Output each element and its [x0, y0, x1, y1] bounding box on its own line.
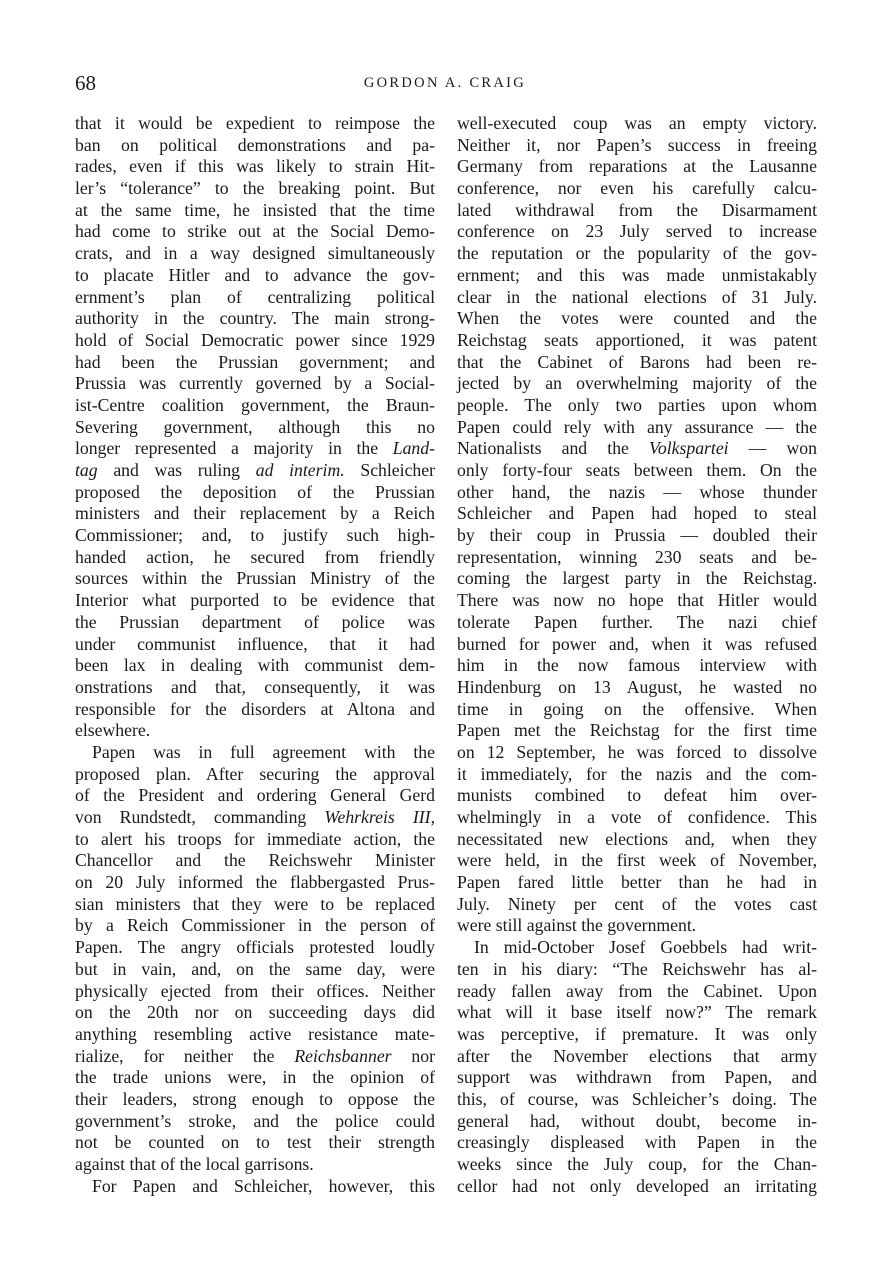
text-line: [457, 287, 817, 309]
text-segment: There was now no hope that Hitler would: [457, 590, 817, 611]
text-segment: weeks since the July coup, for the Chan-: [457, 1154, 817, 1174]
text-line: [75, 1176, 435, 1198]
text-segment: Commissioner; and, to justify such high-: [75, 525, 435, 546]
text-line: [75, 959, 435, 981]
text-segment: Neither it, nor Papen’s success in freeing: [457, 134, 817, 155]
text-line: [457, 438, 817, 460]
text-segment: well-executed coup was an empty victory.: [457, 113, 817, 133]
text-line: [457, 742, 817, 764]
text-segment: not be counted on to test their strength: [75, 1132, 435, 1153]
text-segment: jected by an overwhelming majority of the: [457, 373, 817, 394]
text-line: [75, 221, 435, 243]
text-line: [457, 503, 817, 525]
text-line: [75, 460, 435, 482]
text-line: [457, 1046, 817, 1068]
text-line: [75, 113, 435, 135]
text-line: [457, 720, 817, 742]
text-line: [75, 872, 435, 894]
text-line: [457, 178, 817, 200]
text-segment: had come to strike out at the Social Demo-: [75, 221, 435, 242]
text-segment: Severing government, although this no: [75, 416, 435, 437]
text-segment: and was ruling: [97, 460, 256, 480]
text-segment: on 20 July informed the flabbergasted Prus-: [75, 872, 435, 893]
text-line: [457, 1154, 817, 1176]
text-segment: people. The only two parties upon whom: [457, 394, 817, 415]
text-line: [457, 677, 817, 699]
text-segment: ernment’s plan of centralizing political: [75, 286, 435, 307]
text-segment: at the same time, he insisted that the time: [75, 199, 435, 220]
text-line: [457, 764, 817, 786]
text-segment: munists combined to defeat him over-: [457, 785, 817, 806]
text-segment: only forty-four seats between them. On the: [457, 460, 817, 480]
text-line: [457, 829, 817, 851]
text-line: [75, 373, 435, 395]
text-segment: Interior what purported to be evidence that: [75, 590, 435, 611]
text-line: [457, 482, 817, 504]
text-segment: time in going on the offensive. When: [457, 698, 817, 719]
text-segment: support was withdrawn from Papen, and: [457, 1067, 817, 1088]
text-line: [457, 1111, 817, 1133]
text-line: [75, 482, 435, 504]
text-segment: crats, and in a way designed simultaneously: [75, 243, 435, 264]
text-segment: Papen fared little better than he had in: [457, 872, 817, 893]
text-segment: tolerate Papen further. The nazi chief: [457, 611, 817, 632]
text-segment: Prussia was currently governed by a Social-: [75, 373, 435, 394]
text-segment: proposed plan. After securing the approval: [75, 763, 435, 784]
text-segment: conference, nor even his carefully calcu-: [457, 178, 817, 199]
text-line: [75, 655, 435, 677]
text-segment: ban on political demonstrations and pa-: [75, 134, 435, 155]
text-segment: Papen was in full agreement with the: [92, 741, 435, 762]
text-line: [75, 807, 435, 829]
text-segment: Nationalists and the: [457, 438, 650, 459]
text-segment: rades, even if this was likely to strain Hit-: [75, 156, 435, 177]
text-line: [457, 330, 817, 352]
text-line: [75, 894, 435, 916]
text-segment: ler’s “tolerance” to the breaking point. But: [75, 178, 435, 199]
text-line: [457, 373, 817, 395]
text-line: [457, 894, 817, 916]
text-line: [75, 135, 435, 157]
text-segment: that it would be expedient to reimpose the: [75, 113, 435, 133]
text-line: [75, 829, 435, 851]
text-line: [457, 872, 817, 894]
text-segment: For Papen and Schleicher, however, this: [92, 1175, 435, 1196]
text-line: [75, 1154, 435, 1176]
text-line: [457, 1067, 817, 1089]
text-segment: proposed the deposition of the Prussian: [75, 481, 435, 502]
text-segment: nor: [391, 1045, 435, 1066]
text-line: [457, 807, 817, 829]
text-segment: Reichstag seats apportioned, it was patent: [457, 329, 817, 350]
text-segment: When the votes were counted and the: [457, 308, 817, 329]
text-segment: conference on 23 July served to increase: [457, 221, 817, 242]
text-segment: burned for power and, when it was refused: [457, 633, 817, 654]
italic-text: Wehrkreis III,: [324, 807, 435, 827]
text-segment: Papen met the Reichstag for the first time: [457, 720, 817, 741]
text-segment: whelmingly in a vote of confidence. This: [457, 807, 817, 827]
text-segment: handed action, he secured from friendly: [75, 546, 435, 567]
text-line: [75, 265, 435, 287]
text-line: [75, 352, 435, 374]
text-segment: Papen. The angry officials protested loudly: [75, 937, 435, 958]
text-segment: were held, in the first week of November,: [457, 850, 817, 871]
italic-text: ad interim.: [255, 460, 345, 480]
text-line: [457, 352, 817, 374]
text-segment: In mid-October Josef Goebbels had writ-: [474, 937, 817, 958]
text-segment: but in vain, and, on the same day, were: [75, 958, 435, 979]
text-line: [75, 200, 435, 222]
text-line: [75, 568, 435, 590]
italic-text: tag: [75, 460, 98, 480]
text-segment: clear in the national elections of 31 July.: [457, 286, 817, 307]
text-line: [457, 1176, 817, 1198]
text-line: [75, 308, 435, 330]
text-segment: under communist influence, that it had: [75, 633, 435, 654]
text-segment: other hand, the nazis — whose thunder: [457, 481, 817, 502]
text-segment: Chancellor and the Reichswehr Minister: [75, 850, 435, 871]
text-segment: July. Ninety per cent of the votes cast: [457, 893, 817, 914]
text-segment: the Prussian department of police was: [75, 611, 435, 632]
text-line: [457, 135, 817, 157]
italic-text: Volkspartei: [649, 438, 729, 459]
text-line: [457, 915, 817, 937]
text-line: [75, 742, 435, 764]
text-segment: anything resembling active resistance mate-: [75, 1023, 435, 1044]
left-text-column: [75, 113, 435, 1197]
text-segment: ernment; and this was made unmistakably: [457, 264, 817, 285]
text-segment: were still against the government.: [457, 915, 697, 936]
text-line: [457, 547, 817, 569]
text-line: [75, 590, 435, 612]
text-segment: to placate Hitler and to advance the gov-: [75, 264, 435, 285]
text-line: [457, 156, 817, 178]
text-line: [457, 959, 817, 981]
text-segment: elsewhere.: [75, 720, 151, 741]
text-segment: Schleicher and Papen had hoped to steal: [457, 503, 817, 524]
text-segment: that the Cabinet of Barons had been re-: [457, 351, 817, 372]
text-segment: ist-Centre coalition government, the Braun-: [75, 394, 435, 415]
text-segment: sian ministers that they were to be replaced: [75, 893, 435, 914]
text-line: [75, 981, 435, 1003]
text-segment: this, of course, was Schleicher’s doing. The: [457, 1088, 817, 1109]
running-head: GORDON A. CRAIG: [363, 75, 527, 91]
text-segment: Germany from reparations at the Lausanne: [457, 156, 817, 177]
text-segment: on 12 September, he was forced to dissolve: [457, 741, 817, 762]
text-line: [457, 417, 817, 439]
text-line: [75, 156, 435, 178]
text-line: [457, 221, 817, 243]
text-line: [75, 525, 435, 547]
text-segment: ministers and their replacement by a Reich: [75, 503, 435, 524]
text-segment: coming the largest party in the Reichstag.: [457, 568, 817, 589]
text-segment: their leaders, strong enough to oppose the: [75, 1088, 435, 1109]
text-segment: after the November elections that army: [457, 1045, 817, 1066]
text-line: [457, 1024, 817, 1046]
text-segment: Papen could rely with any assurance — the: [457, 416, 817, 437]
text-line: [75, 764, 435, 786]
italic-text: Reichsbanner: [294, 1045, 392, 1066]
text-segment: hold of Social Democratic power since 1929: [75, 329, 435, 350]
right-text-column: [457, 113, 817, 1197]
text-segment: ten in his diary: “The Reichswehr has al-: [457, 958, 817, 979]
text-line: [75, 1046, 435, 1068]
text-line: [75, 547, 435, 569]
text-segment: longer represented a majority in the: [75, 438, 393, 459]
text-line: [75, 634, 435, 656]
text-line: [75, 612, 435, 634]
text-segment: lated withdrawal from the Disarmament: [457, 199, 817, 220]
text-segment: government’s stroke, and the police could: [75, 1110, 435, 1131]
text-segment: by a Reich Commissioner in the person of: [75, 915, 435, 936]
text-segment: — won: [728, 438, 817, 459]
text-segment: the trade unions were, in the opinion of: [75, 1067, 435, 1088]
text-line: [457, 634, 817, 656]
text-line: [75, 915, 435, 937]
text-segment: it immediately, for the nazis and the com-: [457, 763, 817, 784]
text-segment: rialize, for neither the: [75, 1045, 295, 1066]
text-segment: authority in the country. The main strong-: [75, 308, 435, 329]
text-line: [457, 265, 817, 287]
text-line: [75, 785, 435, 807]
text-line: [75, 677, 435, 699]
text-segment: had been the Prussian government; and: [75, 351, 435, 372]
text-line: [75, 417, 435, 439]
text-line: [75, 287, 435, 309]
text-segment: been lax in dealing with communist dem-: [75, 655, 435, 676]
text-segment: by their coup in Prussia — doubled their: [457, 525, 817, 546]
text-line: [457, 1002, 817, 1024]
text-segment: what will it base itself now?” The remark: [457, 1002, 817, 1023]
text-line: [457, 243, 817, 265]
text-line: [457, 699, 817, 721]
text-line: [457, 785, 817, 807]
text-line: [75, 330, 435, 352]
text-line: [457, 1132, 817, 1154]
page-header: [75, 70, 815, 96]
text-line: [457, 590, 817, 612]
text-line: [75, 243, 435, 265]
text-line: [75, 438, 435, 460]
text-line: [457, 200, 817, 222]
text-segment: to alert his troops for immediate action, the: [75, 828, 435, 849]
text-line: [75, 1002, 435, 1024]
text-line: [457, 850, 817, 872]
text-line: [457, 395, 817, 417]
text-line: [457, 460, 817, 482]
text-segment: responsible for the disorders at Altona and: [75, 698, 435, 719]
text-segment: onstrations and that, consequently, it was: [75, 676, 435, 697]
text-segment: him in the now famous interview with: [457, 655, 817, 676]
text-segment: ready fallen away from the Cabinet. Upon: [457, 980, 817, 1001]
text-segment: on the 20th nor on succeeding days did: [75, 1002, 435, 1023]
text-line: [457, 655, 817, 677]
text-segment: the reputation or the popularity of the gov-: [457, 243, 817, 264]
text-line: [457, 308, 817, 330]
text-segment: von Rundstedt, commanding: [75, 807, 325, 827]
text-segment: creasingly displeased with Papen in the: [457, 1132, 817, 1153]
text-line: [75, 1067, 435, 1089]
text-segment: cellor had not only developed an irritating: [457, 1175, 817, 1196]
text-segment: of the President and ordering General Gerd: [75, 785, 435, 806]
text-line: [75, 1132, 435, 1154]
text-segment: against that of the local garrisons.: [75, 1154, 314, 1174]
text-line: [457, 113, 817, 135]
text-segment: Schleicher: [344, 460, 436, 480]
text-line: [457, 612, 817, 634]
text-line: [457, 568, 817, 590]
text-segment: Hindenburg on 13 August, he wasted no: [457, 676, 817, 697]
italic-text: Land-: [392, 438, 435, 459]
text-segment: physically ejected from their offices. Neither: [75, 980, 435, 1001]
text-line: [75, 937, 435, 959]
text-line: [75, 1111, 435, 1133]
text-line: [75, 1089, 435, 1111]
text-line: [75, 720, 435, 742]
text-line: [75, 1024, 435, 1046]
text-segment: representation, winning 230 seats and be-: [457, 546, 817, 567]
text-line: [457, 981, 817, 1003]
text-line: [457, 1089, 817, 1111]
text-segment: sources within the Prussian Ministry of the: [75, 568, 435, 589]
text-line: [75, 850, 435, 872]
text-line: [75, 178, 435, 200]
text-line: [75, 395, 435, 417]
text-segment: general had, without doubt, become in-: [457, 1110, 817, 1131]
text-line: [457, 525, 817, 547]
text-line: [457, 937, 817, 959]
text-line: [75, 699, 435, 721]
text-segment: was perceptive, if premature. It was only: [457, 1023, 817, 1044]
text-line: [75, 503, 435, 525]
page-number: 68: [75, 71, 96, 95]
text-segment: necessitated new elections and, when they: [457, 828, 817, 849]
